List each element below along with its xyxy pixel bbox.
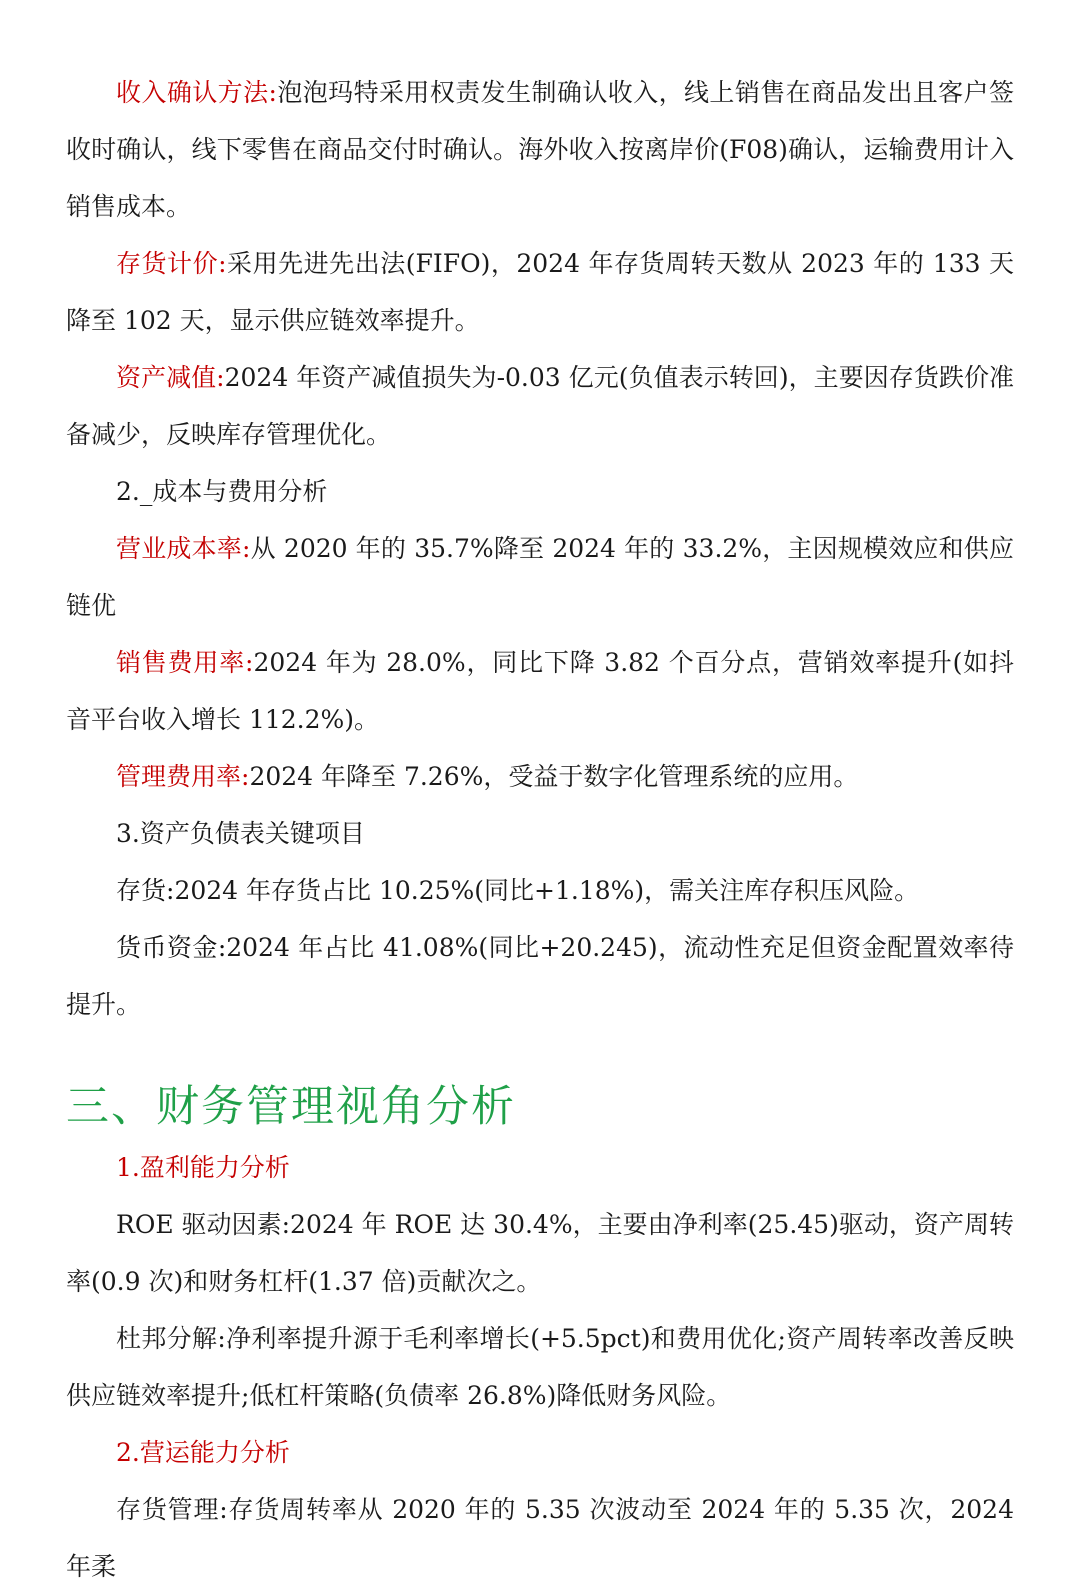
revenue-recognition-label: 收入确认方法: <box>116 78 277 107</box>
admin-expense-paragraph <box>66 748 1014 805</box>
inventory-text: 2024 年存货占比 10.25%(同比+1.18%)，需关注库存积压风险。 <box>174 876 920 905</box>
sales-expense-paragraph <box>66 634 1014 748</box>
sales-expense-text: 2024 年为 28.0%，同比下降 3.82 个百分点，营销效率提升(如抖音平台收入增长 112.2%)。 <box>66 648 1014 734</box>
asset-impairment-text: 2024 年资产减值损失为-0.03 亿元(负值表示转回)，主要因存货跌价准备减少，反映库存管理优化。 <box>66 363 1014 449</box>
revenue-recognition-paragraph <box>66 64 1014 235</box>
cash-label: 货币资金: <box>116 933 227 962</box>
profitability-heading: 1.盈利能力分析 <box>116 1153 290 1182</box>
asset-impairment-label: 资产减值: <box>116 363 225 392</box>
admin-expense-text: 2024 年降至 7.26%，受益于数字化管理系统的应用。 <box>249 762 859 791</box>
sales-expense-label: 销售费用率: <box>116 648 254 677</box>
operation-heading: 2.营运能力分析 <box>116 1438 290 1467</box>
operating-cost-text: 从 2020 年的 35.7%降至 2024 年的 33.2%，主因规模效应和供应链优 <box>66 534 1014 620</box>
inventory-valuation-label: 存货计价: <box>116 249 227 278</box>
dupont-paragraph: 杜邦分解:净利率提升源于毛利率增长(+5.5pct)和费用优化;资产周转率改善反映供应链效率提升;低杠杆策略(负债率 26.8%)降低财务风险。 <box>66 1324 1014 1410</box>
balance-sheet-heading: 3.资产负债表关键项目 <box>116 819 365 848</box>
cash-paragraph <box>66 919 1014 1033</box>
operating-cost-label: 营业成本率: <box>116 534 251 563</box>
inventory-valuation-text: 采用先进先出法(FIFO)，2024 年存货周转天数从 2023 年的 133 天降至 102 天，显示供应链效率提升。 <box>66 249 1014 335</box>
inventory-paragraph <box>66 862 1014 919</box>
section-title: 三、财务管理视角分析 <box>66 1082 516 1132</box>
revenue-recognition-text: 泡泡玛特采用权责发生制确认收入，线上销售在商品发出且客户签收时确认，线下零售在商品交付时确认。海外收入按离岸价(F08)确认，运输费用计入销售成本。 <box>66 78 1014 221</box>
asset-impairment-paragraph <box>66 349 1014 463</box>
cost-expense-heading: 2._成本与费用分析 <box>116 477 328 506</box>
inventory-label: 存货: <box>116 876 175 905</box>
inventory-management-paragraph: 存货管理:存货周转率从 2020 年的 5.35 次波动至 2024 年的 5.35 次，2024 年柔 <box>66 1495 1014 1581</box>
cash-text: 2024 年占比 41.08%(同比+20.245)，流动性充足但资金配置效率待提升。 <box>66 933 1014 1019</box>
operating-cost-paragraph <box>66 520 1014 634</box>
admin-expense-label: 管理费用率: <box>116 762 250 791</box>
roe-paragraph: ROE 驱动因素:2024 年 ROE 达 30.4%，主要由净利率(25.45)驱动，资产周转率(0.9 次)和财务杠杆(1.37 倍)贡献次之。 <box>66 1210 1014 1296</box>
inventory-valuation-paragraph <box>66 235 1014 349</box>
